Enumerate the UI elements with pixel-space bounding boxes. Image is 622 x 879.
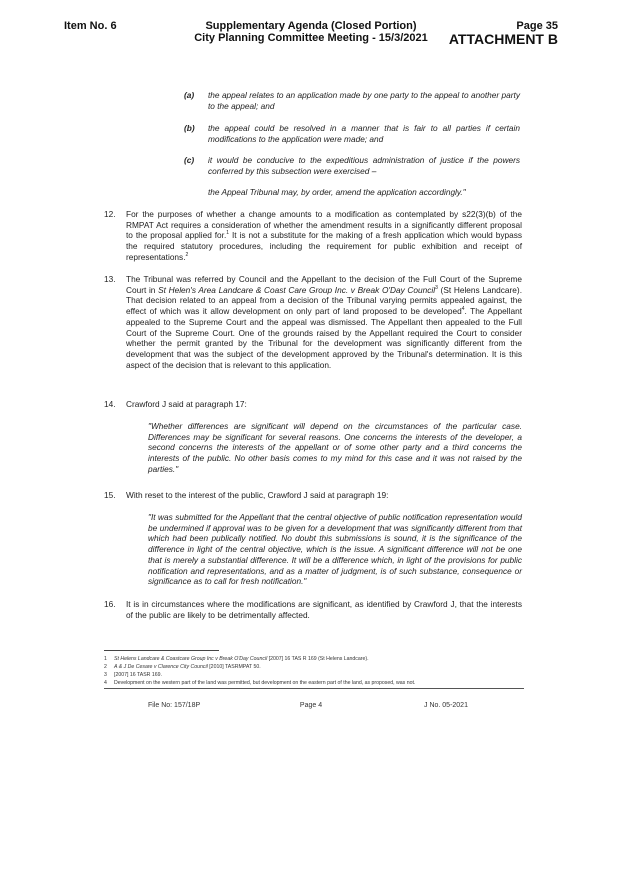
footnote-number: 1 [104, 656, 107, 662]
footnote-2 [104, 664, 524, 671]
footnote-text-part: [2007] 16 TAS R 169 (St Helens Landcare). [267, 656, 369, 662]
quote-paragraph-19: "It was submitted for the Appellant that the central objective of public notification representation would be undermined if approval was to be given for a development that was significantly different from that which had been publically notified. No doubt this submissions is sound, it is the significance of the difference in light of the central objective, which is the issue. A significant difference will not be one that is merely a substantial difference. It will be a difference which, in light of the provisions for public notification and representations, and as a matter of judgment, is of such substance, consequence or significance as to call for fresh notification." [148, 512, 522, 587]
file-number: File No: 157/18P [148, 702, 201, 709]
footnote-1 [104, 656, 524, 663]
paragraph-number: 16. [104, 599, 116, 609]
subclause-text: it would be conducive to the expeditious administration of justice if the powers conferred by this subsection were exercised – [208, 155, 520, 176]
footnote-3 [104, 672, 524, 679]
page-label [449, 20, 558, 47]
paragraph-text: It is in circumstances where the modifications are significant, as identified by Crawford J, that the interests of the public are likely to be detrimentally affected. [126, 599, 522, 620]
agenda-title-line1: Supplementary Agenda (Closed Portion) [205, 20, 417, 32]
footnote-ref: 2 [185, 252, 189, 259]
footnote-citation: St Helens Landcare & Coastcare Group Inc v Break O'Day Council [114, 656, 268, 662]
document-page: Page 4 [299, 702, 323, 709]
footnote-divider [104, 650, 219, 651]
case-citation: St Helen's Area Landcare & Coast Care Group Inc. v Break O'Day Council [158, 284, 436, 295]
subclause-label: (a) [184, 90, 195, 100]
attachment-label: ATTACHMENT B [448, 31, 558, 47]
paragraph-text-part: The Tribunal was referred by Council and the Appellant to the decision of the Full Court of the Supreme Court in [126, 274, 522, 295]
paragraph-number: 13. [104, 274, 116, 284]
paragraph-15 [104, 490, 522, 501]
subclause-c [184, 155, 520, 176]
subclause-text: the appeal could be resolved in a manner that is fair to all parties if certain modifications to the application were made; and [208, 123, 520, 144]
paragraph-number: 12. [104, 209, 116, 219]
quote-paragraph-17: "Whether differences are significant will depend on the circumstances of the particular case. Differences may be significant for several reasons. One concerns the interests of the developer, a second concerns the interests of the appellant or of some other party and a third concerns the interests of the public. No other basis comes to my mind for this case and it was not raised by the parties." [148, 421, 522, 474]
paragraph-12 [104, 209, 522, 263]
paragraph-number: 15. [104, 490, 116, 500]
paragraph-text [126, 274, 522, 370]
page-number: Page 35 [516, 20, 558, 32]
footnote-text [114, 672, 524, 679]
footnote-ref: 1 [226, 230, 230, 237]
paragraph-text-part: For the purposes of whether a change amounts to a modification as contemplated by s22(3)(b) of the RMPAT Act requires a consideration of whether the amendment results in a significantly different proposal to the proposal applied for. [126, 209, 522, 241]
paragraph-text-part: (St Helens Landcare). That decision related to an appeal from a decision of the Tribunal varying permits appealed against, the effect of which was it allow development on only part of land proposed to be developed [126, 284, 522, 317]
paragraph-14 [104, 399, 522, 410]
footnote-number: 2 [104, 664, 107, 670]
footnote-citation: A & J De Cesare v Clarence City Council [114, 664, 208, 670]
footnote-text-part: [2010] TASRMPAT 50. [207, 664, 261, 670]
footnote-ref: 3 [435, 284, 438, 291]
footnote-text-part: Development on the western part of the land was permitted, but development on the eastern part of the land, as proposed, was not. [114, 680, 416, 686]
footnote-4 [104, 680, 524, 687]
item-number: Item No. 6 [64, 20, 117, 32]
footnote-text-part: [2007] 16 TASR 169. [114, 672, 162, 678]
footnote-number: 3 [104, 672, 107, 678]
agenda-title-line2: City Planning Committee Meeting - 15/3/2021 [194, 32, 428, 44]
subclause-text: the appeal relates to an application made by one party to the appeal to another party to the appeal; and [208, 90, 520, 111]
paragraph-13 [104, 274, 522, 370]
paragraph-text: With reset to the interest of the public, Crawford J said at paragraph 19: [126, 490, 389, 500]
subclause-b [184, 123, 520, 144]
j-number: J No. 05-2021 [424, 702, 468, 709]
footnote-text [114, 656, 524, 663]
paragraph-16 [104, 599, 522, 620]
paragraph-text-part: . The Appellant appealed to the Supreme Court and the appeal was dismissed. The Appellant then appealed to the Full Court of the Supreme Court. One of the grounds raised by the Appellant required the Court to consider whether the permit granted by the Tribunal for the development was significantly different from the development that was the subject of the development approved by the Tribunal's determination. It is this aspect of the decision that is relevant to this application. [126, 306, 523, 370]
paragraph-text-part: It is not a substitute for the making of a fresh application which would bypass the required statutory procedures, including the requirement for public exhibition and receipt of representations. [126, 230, 522, 262]
subclause-a [184, 90, 520, 111]
footnote-number: 4 [104, 680, 107, 686]
subclause-label: (b) [184, 123, 195, 133]
paragraph-number: 14. [104, 399, 116, 409]
footer-divider [104, 688, 524, 689]
subclause-label: (c) [184, 155, 195, 165]
paragraph-text [126, 209, 522, 263]
subclause-closing: the Appeal Tribunal may, by order, amend the application accordingly." [208, 187, 466, 197]
footnote-ref: 4 [461, 306, 465, 313]
paragraph-text: Crawford J said at paragraph 17: [126, 399, 247, 409]
footnote-text [114, 664, 524, 671]
footnote-text [114, 680, 524, 687]
